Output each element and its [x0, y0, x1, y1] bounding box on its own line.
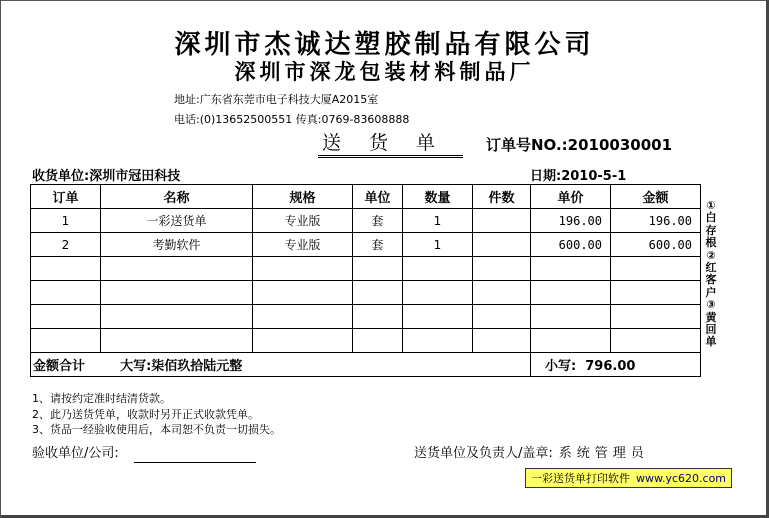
- header-name: 名称: [101, 185, 253, 209]
- cell-qty: 1: [403, 233, 473, 257]
- cell-name: 考勤软件: [101, 233, 253, 257]
- cell-pieces: [473, 233, 531, 257]
- items-table: [30, 184, 701, 377]
- table-row: [31, 233, 701, 257]
- cell-spec: 专业版: [253, 209, 353, 233]
- table-row-empty: [31, 305, 701, 329]
- header-unit-price: 单价: [531, 185, 611, 209]
- cell-name: 一彩送货单: [101, 209, 253, 233]
- table-row: [31, 209, 701, 233]
- sender-label: 送货单位及负责人/盖章:: [414, 446, 553, 461]
- table-header-row: [31, 185, 701, 209]
- sender-value: 系统管理员: [558, 446, 649, 461]
- header-unit: 单位: [353, 185, 403, 209]
- ad-text: 一彩送货单打印软件: [531, 472, 630, 485]
- header-qty: 数量: [403, 185, 473, 209]
- cell-pieces: [473, 209, 531, 233]
- receiver-signature-line: [134, 462, 256, 463]
- cell-order: 2: [31, 233, 101, 257]
- receiver-label: 验收单位/公司:: [32, 446, 119, 461]
- total-row: [31, 353, 701, 377]
- company-phone-fax: 电话:(0)13652500551 传真:0769-83608888: [174, 113, 410, 126]
- note-3: 3、货品一经验收使用后，本司恕不负责一切损失。: [32, 423, 281, 436]
- software-ad-banner[interactable]: [525, 468, 732, 488]
- cell-unit-price: 196.00: [531, 209, 611, 233]
- table-row-empty: [31, 329, 701, 353]
- company-name-secondary: 深圳市深龙包装材料制品厂: [234, 59, 535, 84]
- cell-qty: 1: [403, 209, 473, 233]
- ad-url[interactable]: www.yc620.com: [636, 472, 727, 485]
- header-amount: 金额: [611, 185, 701, 209]
- table-row-empty: [31, 281, 701, 305]
- cell-order: 1: [31, 209, 101, 233]
- cell-amount: 600.00: [611, 233, 701, 257]
- total-label: 金额合计: [33, 359, 86, 374]
- copies-note: ①白存根②红客户③黄回单: [705, 199, 717, 349]
- note-2: 2、此乃送货凭单，收款时另开正式收款凭单。: [32, 408, 259, 421]
- company-name-primary: 深圳市杰诚达塑胶制品有限公司: [174, 30, 595, 60]
- header-pieces: 件数: [473, 185, 531, 209]
- cell-unit: 套: [353, 233, 403, 257]
- total-amount-lower: 小写: 796.00: [545, 359, 636, 374]
- header-spec: 规格: [253, 185, 353, 209]
- document-title: 送货单: [318, 132, 463, 158]
- recipient-company: 收货单位:深圳市冠田科技: [32, 169, 181, 184]
- cell-amount: 196.00: [611, 209, 701, 233]
- cell-unit-price: 600.00: [531, 233, 611, 257]
- company-address: 地址:广东省东莞市电子科技大厦A2015室: [174, 93, 379, 106]
- sender-block: [414, 442, 649, 461]
- total-amount-upper: 大写:柒佰玖拾陆元整: [120, 359, 243, 374]
- cell-spec: 专业版: [253, 233, 353, 257]
- cell-unit: 套: [353, 209, 403, 233]
- order-number: 订单号NO.:2010030001: [486, 136, 673, 154]
- delivery-date: 日期:2010-5-1: [530, 169, 627, 184]
- note-1: 1、请按约定准时结清货款。: [32, 392, 171, 405]
- header-order: 订单: [31, 185, 101, 209]
- table-row-empty: [31, 257, 701, 281]
